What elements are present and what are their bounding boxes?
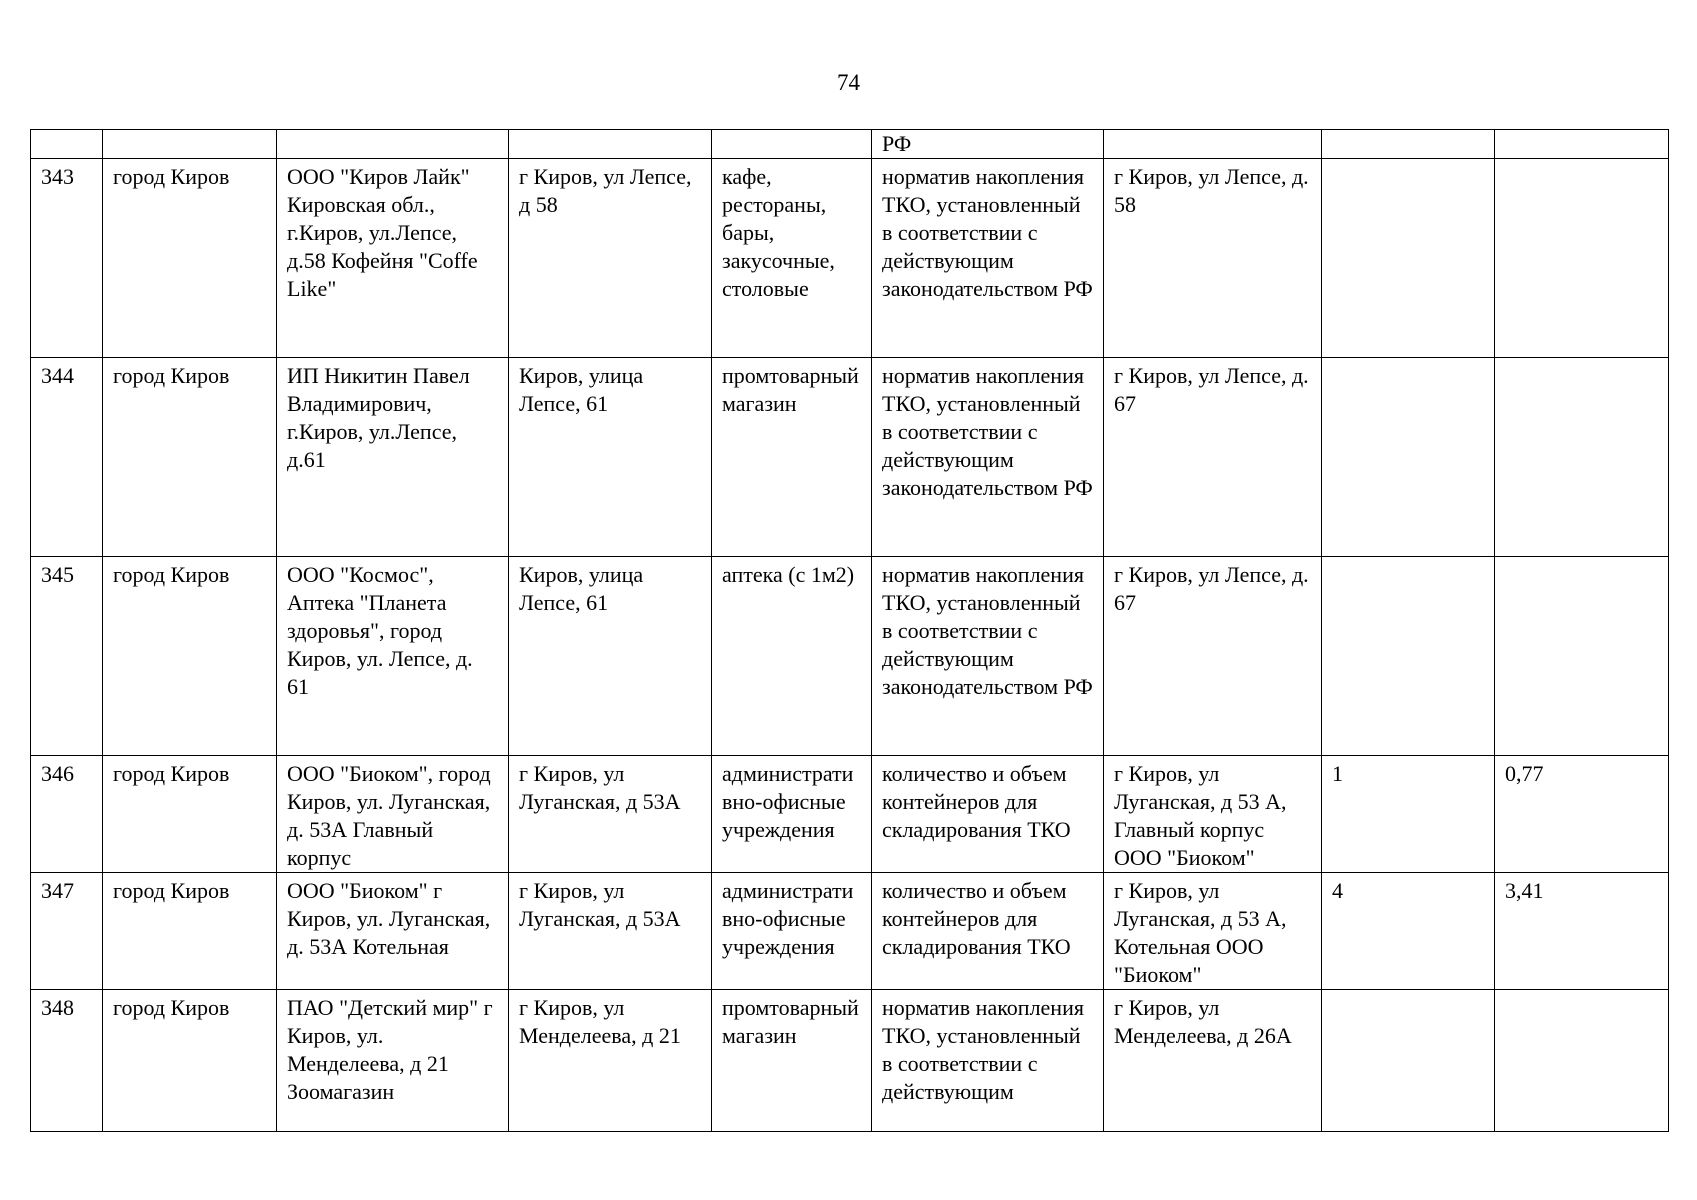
cell-municipality: город Киров <box>103 557 277 756</box>
waste-registry-table <box>30 129 1669 1132</box>
cell-number: 343 <box>31 159 103 358</box>
cell-site-address: г Киров, ул Лепсе, д. 67 <box>1104 358 1322 557</box>
cell-source-type: административно-офисные учреждения <box>712 756 872 873</box>
cell-source-owner: ООО "Биоком" г Киров, ул. Луганская, д. 53А Котельная <box>277 873 509 990</box>
cell-number: 348 <box>31 990 103 1132</box>
table-row <box>31 990 1669 1132</box>
cell-municipality: город Киров <box>103 873 277 990</box>
cell-source-owner <box>277 130 509 159</box>
cell-source-type: административно-офисные учреждения <box>712 873 872 990</box>
cell-municipality <box>103 130 277 159</box>
cell-accumulation-method: норматив накопления ТКО, установленный в соответствии с действующим <box>872 990 1104 1132</box>
cell-site-address: г Киров, ул Луганская, д 53 А, Главный корпус ООО "Биоком" <box>1104 756 1322 873</box>
cell-container-volume <box>1495 358 1669 557</box>
cell-municipality: город Киров <box>103 358 277 557</box>
cell-municipality: город Киров <box>103 756 277 873</box>
cell-accumulation-method: РФ <box>872 130 1104 159</box>
cell-source-type: кафе, рестораны, бары, закусочные, столовые <box>712 159 872 358</box>
cell-accumulation-method: норматив накопления ТКО, установленный в соответствии с действующим законодательством РФ <box>872 557 1104 756</box>
cell-accumulation-method: норматив накопления ТКО, установленный в соответствии с действующим законодательством РФ <box>872 159 1104 358</box>
table-row <box>31 358 1669 557</box>
cell-accumulation-method: количество и объем контейнеров для складирования ТКО <box>872 756 1104 873</box>
cell-site-address: г Киров, ул Лепсе, д. 58 <box>1104 159 1322 358</box>
cell-container-count <box>1322 159 1495 358</box>
cell-container-count <box>1322 557 1495 756</box>
cell-container-volume: 0,77 <box>1495 756 1669 873</box>
cell-source-owner: ИП Никитин Павел Владимирович, г.Киров, ул.Лепсе, д.61 <box>277 358 509 557</box>
page-number: 74 <box>837 70 860 95</box>
cell-source-address: Киров, улица Лепсе, 61 <box>509 557 712 756</box>
cell-site-address <box>1104 130 1322 159</box>
cell-container-count <box>1322 130 1495 159</box>
cell-source-address: г Киров, ул Лепсе, д 58 <box>509 159 712 358</box>
cell-source-type: промтоварный магазин <box>712 990 872 1132</box>
cell-source-type <box>712 130 872 159</box>
cell-source-address: Киров, улица Лепсе, 61 <box>509 358 712 557</box>
cell-source-owner: ООО "Космос", Аптека "Планета здоровья", город Киров, ул. Лепсе, д. 61 <box>277 557 509 756</box>
cell-container-volume <box>1495 130 1669 159</box>
cell-source-owner: ООО "Биоком", город Киров, ул. Луганская, д. 53А Главный корпус <box>277 756 509 873</box>
table-row <box>31 756 1669 873</box>
cell-container-volume: 3,41 <box>1495 873 1669 990</box>
cell-container-volume <box>1495 557 1669 756</box>
table-row-continuation <box>31 130 1669 159</box>
cell-number <box>31 130 103 159</box>
cell-number: 346 <box>31 756 103 873</box>
cell-municipality: город Киров <box>103 990 277 1132</box>
table-row <box>31 159 1669 358</box>
cell-number: 344 <box>31 358 103 557</box>
cell-container-count: 1 <box>1322 756 1495 873</box>
cell-source-type: аптека (с 1м2) <box>712 557 872 756</box>
cell-container-volume <box>1495 159 1669 358</box>
cell-source-type: промтоварный магазин <box>712 358 872 557</box>
table-row <box>31 557 1669 756</box>
cell-accumulation-method: норматив накопления ТКО, установленный в соответствии с действующим законодательством РФ <box>872 358 1104 557</box>
cell-site-address: г Киров, ул Менделеева, д 26А <box>1104 990 1322 1132</box>
cell-source-address: г Киров, ул Луганская, д 53А <box>509 756 712 873</box>
cell-accumulation-method: количество и объем контейнеров для складирования ТКО <box>872 873 1104 990</box>
cell-source-owner: ПАО "Детский мир" г Киров, ул. Менделеева, д 21 Зоомагазин <box>277 990 509 1132</box>
cell-container-count <box>1322 990 1495 1132</box>
cell-source-address: г Киров, ул Менделеева, д 21 <box>509 990 712 1132</box>
cell-container-volume <box>1495 990 1669 1132</box>
cell-source-address <box>509 130 712 159</box>
cell-number: 347 <box>31 873 103 990</box>
cell-source-owner: ООО "Киров Лайк" Кировская обл., г.Киров, ул.Лепсе, д.58 Кофейня "Coffe Like" <box>277 159 509 358</box>
cell-source-address: г Киров, ул Луганская, д 53А <box>509 873 712 990</box>
cell-number: 345 <box>31 557 103 756</box>
cell-municipality: город Киров <box>103 159 277 358</box>
cell-container-count <box>1322 358 1495 557</box>
cell-site-address: г Киров, ул Лепсе, д. 67 <box>1104 557 1322 756</box>
cell-container-count: 4 <box>1322 873 1495 990</box>
cell-site-address: г Киров, ул Луганская, д 53 А, Котельная ООО "Биоком" <box>1104 873 1322 990</box>
table-row <box>31 873 1669 990</box>
